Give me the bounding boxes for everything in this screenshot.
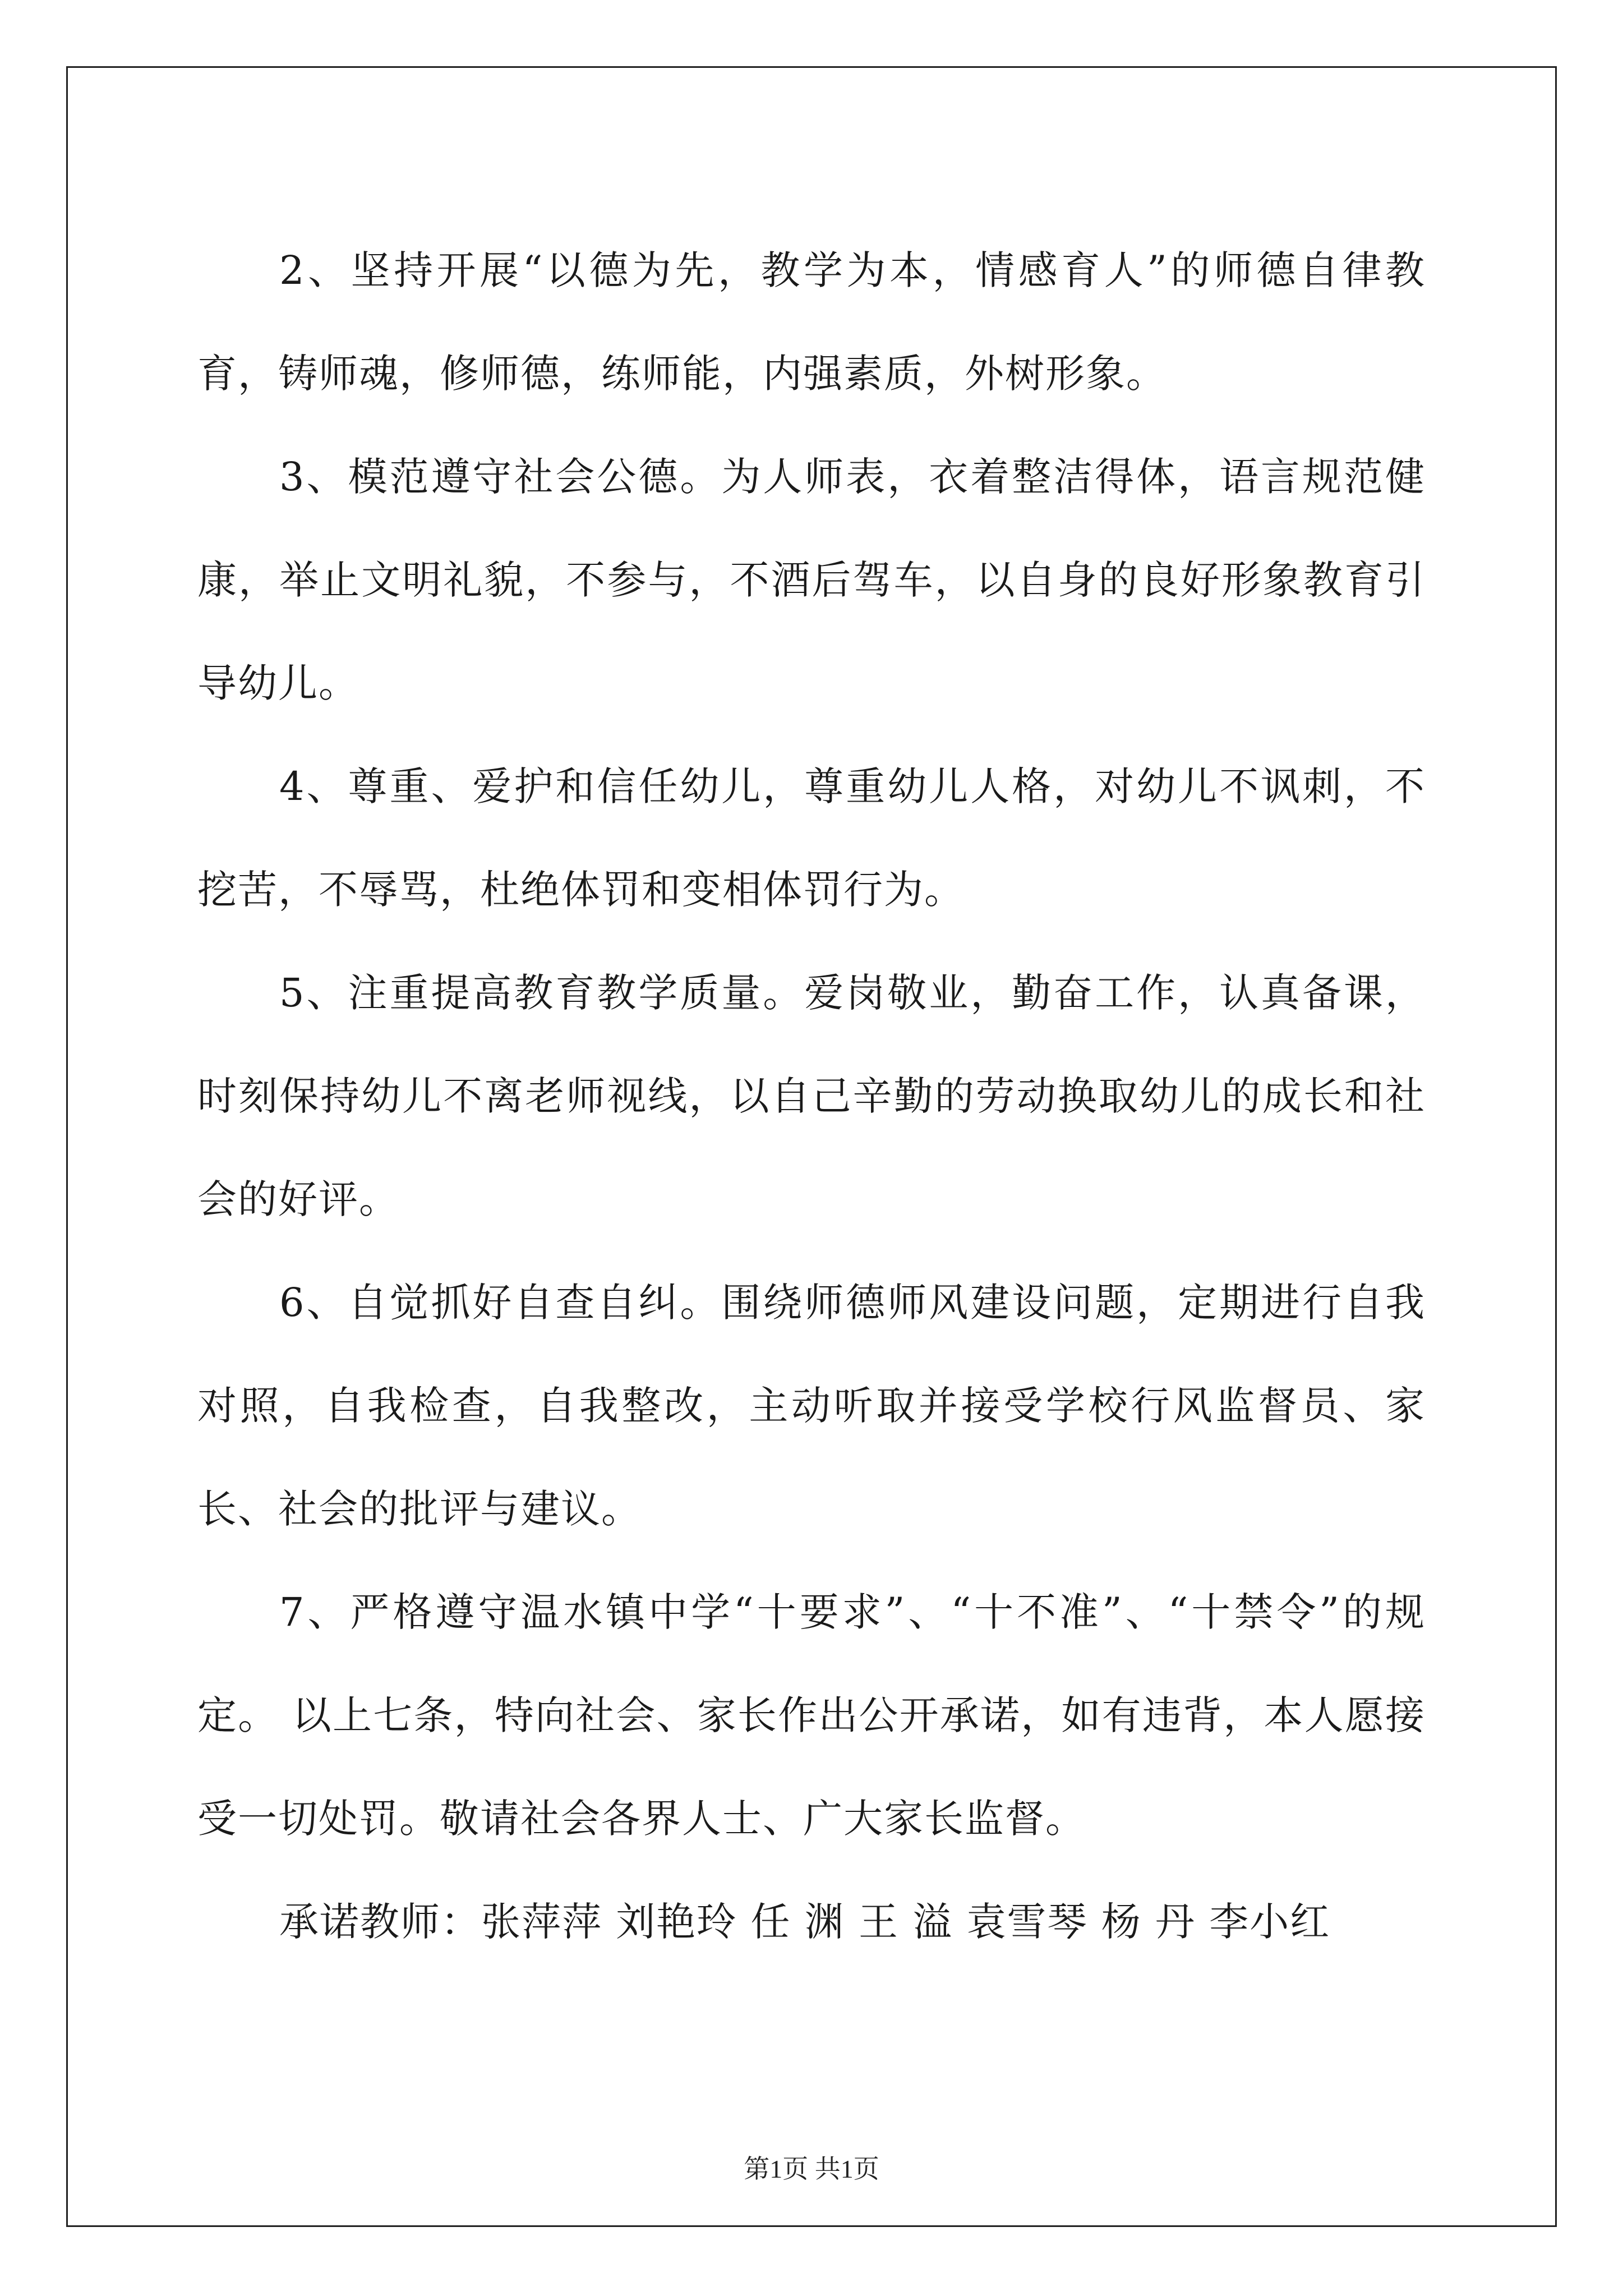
paragraph-item-2: 2、坚持开展“以德为先，教学为本，情感育人”的师德自律教育，铸师魂，修师德，练师能，内强素质，外树形象。 [197, 247, 1426, 397]
paragraph-item-5: 5、注重提高教育教学质量。爱岗敬业，勤奋工作，认真备课，时刻保持幼儿不离老师视线，以自己辛勤的劳动换取幼儿的成长和社会的好评。 [197, 970, 1426, 1222]
signature-line: 承诺教师：张萍萍 刘艳玲 任 渊 王 溢 袁雪琴 杨 丹 李小红 [279, 1899, 1331, 1945]
paragraph-item-6: 6、自觉抓好自查自纠。围绕师德师风建设问题，定期进行自我对照，自我检查，自我整改，主动听取并接受学校行风监督员、家长、社会的批评与建议。 [197, 1280, 1426, 1532]
paragraph-item-4: 4、尊重、爱护和信任幼儿，尊重幼儿人格，对幼儿不讽刺，不挖苦，不辱骂，杜绝体罚和变相体罚行为。 [197, 763, 1426, 913]
document-body [197, 219, 1426, 1973]
paragraph-item-7: 7、严格遵守温水镇中学“十要求”、“十不准”、“十禁令”的规定。 以上七条，特向社会、家长作出公开承诺，如有违背，本人愿接受一切处罚。敬请社会各界人士、广大家长监督。 [197, 1589, 1426, 1842]
paragraph-item-3: 3、模范遵守社会公德。为人师表，衣着整洁得体，语言规范健康，举止文明礼貌，不参与，不酒后驾车，以自身的良好形象教育引导幼儿。 [197, 454, 1426, 706]
page-footer: 第1页 共1页 [744, 2155, 879, 2183]
